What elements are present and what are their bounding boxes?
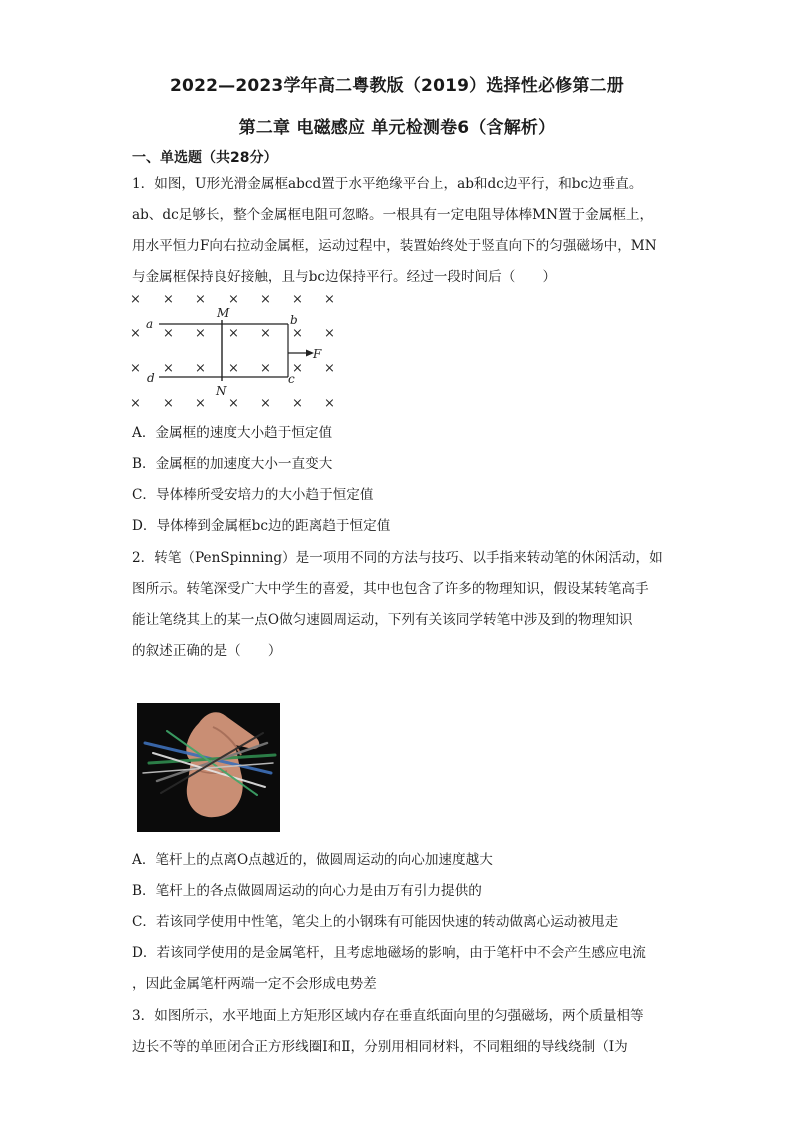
svg-text:×: × — [324, 396, 335, 411]
q2-option-b: B．笔杆上的各点做圆周运动的向心力是由万有引力提供的 — [132, 883, 482, 899]
svg-text:×: × — [260, 361, 271, 376]
svg-text:×: × — [292, 326, 303, 341]
svg-text:×: × — [324, 361, 335, 376]
q2-option-c: C．若该同学使用中性笔，笔尖上的小钢珠有可能因快速的转动做离心运动被甩走 — [132, 914, 619, 930]
svg-text:×: × — [130, 396, 141, 411]
q1-circuit-diagram — [126, 286, 346, 414]
svg-text:×: × — [130, 292, 141, 307]
page-title-line2: 第二章 电磁感应 单元检测卷6（含解析） — [238, 118, 556, 138]
label-b: b — [290, 313, 298, 327]
svg-text:×: × — [292, 361, 303, 376]
label-f: F — [313, 347, 322, 361]
page-title-line1: 2022—2023学年高二粤教版（2019）选择性必修第二册 — [170, 76, 624, 96]
label-d: d — [147, 371, 155, 385]
svg-text:×: × — [130, 361, 141, 376]
q1-option-b: B．金属框的加速度大小一直变大 — [132, 456, 333, 472]
svg-text:×: × — [292, 396, 303, 411]
section-heading-single-choice: 一、单选题（共28分） — [132, 150, 278, 166]
svg-text:×: × — [228, 396, 239, 411]
q2-text-line: 图所示。转笔深受广大中学生的喜爱，其中也包含了许多的物理知识，假设某转笔高手 — [132, 581, 649, 597]
q3-text-line: 边长不等的单匝闭合正方形线圈Ⅰ和Ⅱ，分别用相同材料，不同粗细的导线绕制（Ⅰ为 — [132, 1039, 628, 1055]
svg-text:×: × — [228, 326, 239, 341]
q2-text-line: 能让笔绕其上的某一点O做匀速圆周运动，下列有关该同学转笔中涉及到的物理知识 — [132, 612, 633, 628]
svg-text:×: × — [163, 361, 174, 376]
q2-text-line: 的叙述正确的是（ ） — [132, 643, 282, 659]
svg-text:×: × — [195, 396, 206, 411]
q1-text-line: 1．如图，U形光滑金属框abcd置于水平绝缘平台上，ab和dc边平行，和bc边垂直。 — [132, 176, 643, 192]
svg-text:×: × — [163, 396, 174, 411]
svg-text:×: × — [195, 361, 206, 376]
svg-text:×: × — [292, 292, 303, 307]
svg-text:×: × — [163, 326, 174, 341]
q2-option-d: D．若该同学使用的是金属笔杆，且考虑地磁场的影响，由于笔杆中不会产生感应电流 — [132, 945, 646, 961]
svg-text:×: × — [324, 326, 335, 341]
label-n: N — [216, 384, 227, 398]
svg-text:×: × — [228, 361, 239, 376]
svg-text:×: × — [163, 292, 174, 307]
svg-text:×: × — [260, 396, 271, 411]
svg-text:×: × — [260, 292, 271, 307]
svg-text:×: × — [324, 292, 335, 307]
q1-text-line: 与金属框保持良好接触，且与bc边保持平行。经过一段时间后（ ） — [132, 269, 557, 285]
label-m: M — [217, 306, 230, 320]
q1-option-a: A．金属框的速度大小趋于恒定值 — [132, 425, 333, 441]
svg-text:×: × — [195, 326, 206, 341]
label-c: c — [288, 372, 295, 386]
svg-text:×: × — [130, 326, 141, 341]
magnetic-field-crosses — [130, 292, 335, 411]
q1-option-d: D．导体棒到金属框bc边的距离趋于恒定值 — [132, 518, 391, 534]
q2-option-d-cont: ，因此金属笔杆两端一定不会形成电势差 — [132, 976, 377, 992]
force-arrow — [288, 350, 314, 357]
pen-spinning-photo — [137, 703, 280, 832]
q1-text-line: 用水平恒力F向右拉动金属框，运动过程中，装置始终处于竖直向下的匀强磁场中，MN — [132, 238, 657, 254]
q1-option-c: C．导体棒所受安培力的大小趋于恒定值 — [132, 487, 374, 503]
svg-text:×: × — [260, 326, 271, 341]
q1-text-line: ab、dc足够长，整个金属框电阻可忽略。一根具有一定电阻导体棒MN置于金属框上， — [132, 207, 654, 223]
q2-option-a: A．笔杆上的点离O点越近的，做圆周运动的向心加速度越大 — [132, 852, 493, 868]
svg-text:×: × — [195, 292, 206, 307]
label-a: a — [146, 317, 154, 331]
svg-text:×: × — [228, 292, 239, 307]
q3-text-line: 3．如图所示，水平地面上方矩形区域内存在垂直纸面向里的匀强磁场，两个质量相等 — [132, 1008, 644, 1024]
q2-text-line: 2．转笔（PenSpinning）是一项用不同的方法与技巧、以手指来转动笔的休闲活动，如 — [132, 550, 663, 566]
